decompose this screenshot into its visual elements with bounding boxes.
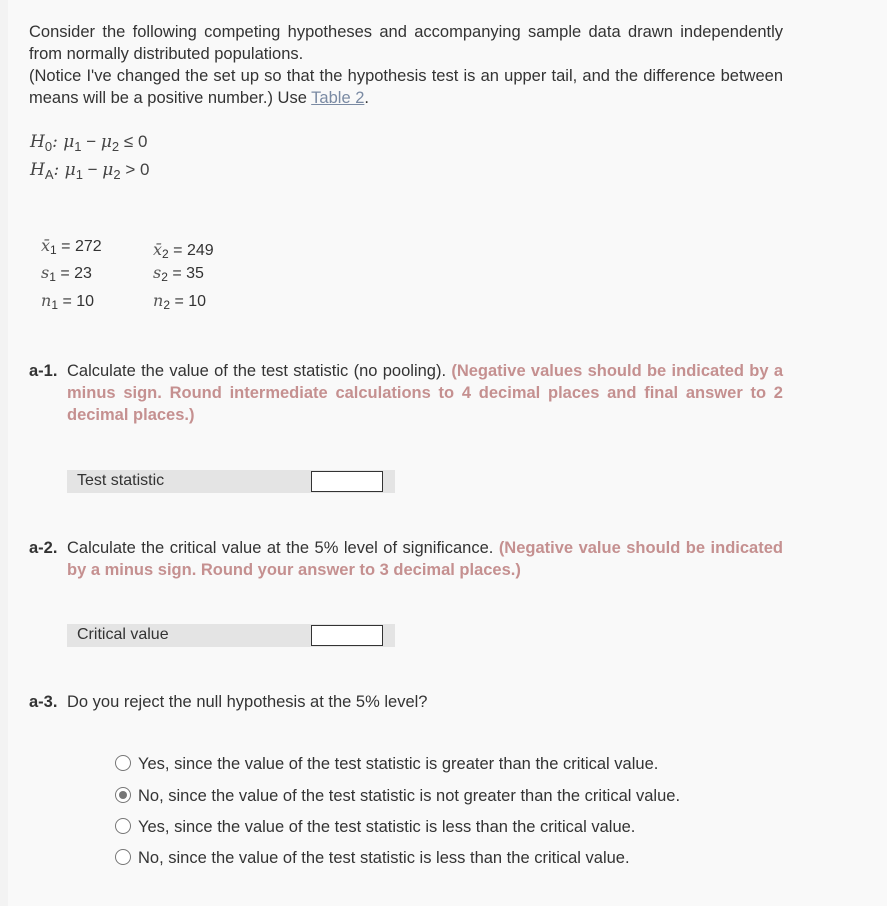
intro-line-2: (Notice I've changed the set up so that the hypothesis test is an upper tail, and the difference between means will be a positive number.) Use [29,67,783,107]
table-2-link[interactable]: Table 2 [311,89,365,107]
radio-option-3[interactable] [115,818,131,834]
alternative-hypothesis: $H_A$: $\mu_1 - \mu_2 > 0$ [30,160,150,182]
intro-line-1: Consider the following competing hypotheses and accompanying sample data drawn independently from normally distributed populations. [29,23,783,63]
n1: $n_1 = 10$ [41,291,95,312]
option-4[interactable]: No, since the value of the test statistic is less than the critical value. [115,849,630,868]
critical-value-row [67,624,395,647]
critical-value-input[interactable] [311,625,383,646]
question-a1: a-1. Calculate the value of the test statistic (no pooling). (Negative values should be indicated by a minus sign. Round intermediate calculations to 4 decimal places and final answer to 2 decimal places.) [29,362,783,424]
question-a3: a-3. Do you reject the null hypothesis at the 5% level? [29,693,428,711]
n2: $n_2 = 10$ [153,291,207,312]
s2: $s_2 = 35$ [153,263,204,284]
s1: $s_1 = 23$ [41,263,92,284]
radio-option-2[interactable] [115,787,131,803]
radio-option-4[interactable] [115,849,131,865]
critical-value-label: Critical value [77,626,169,643]
xbar2: $x̄_2 = 249$ [153,240,214,261]
option-3[interactable]: Yes, since the value of the test statistic is less than the critical value. [115,818,635,837]
option-1[interactable]: Yes, since the value of the test statistic is greater than the critical value. [115,755,658,774]
intro-text: Consider the following competing hypotheses and accompanying sample data drawn independently from normally distributed populations. (Notice I've changed the set up so that the hypothesis test is an upper tail, and the difference between means will be a positive number.) Use Table 2. [29,23,783,107]
radio-option-1[interactable] [115,755,131,771]
test-statistic-row [67,470,395,493]
test-statistic-input[interactable] [311,471,383,492]
question-a2: a-2. Calculate the critical value at the 5% level of significance. (Negative value should be indicated by a minus sign. Round your answer to 3 decimal places.) [29,539,783,579]
null-hypothesis: $H_0$: $\mu_1 - \mu_2 \le 0$ [30,132,148,154]
option-2[interactable]: No, since the value of the test statistic is not greater than the critical value. [115,787,680,806]
test-statistic-label: Test statistic [77,472,165,489]
xbar1: $x̄_1 = 272$ [41,236,102,257]
